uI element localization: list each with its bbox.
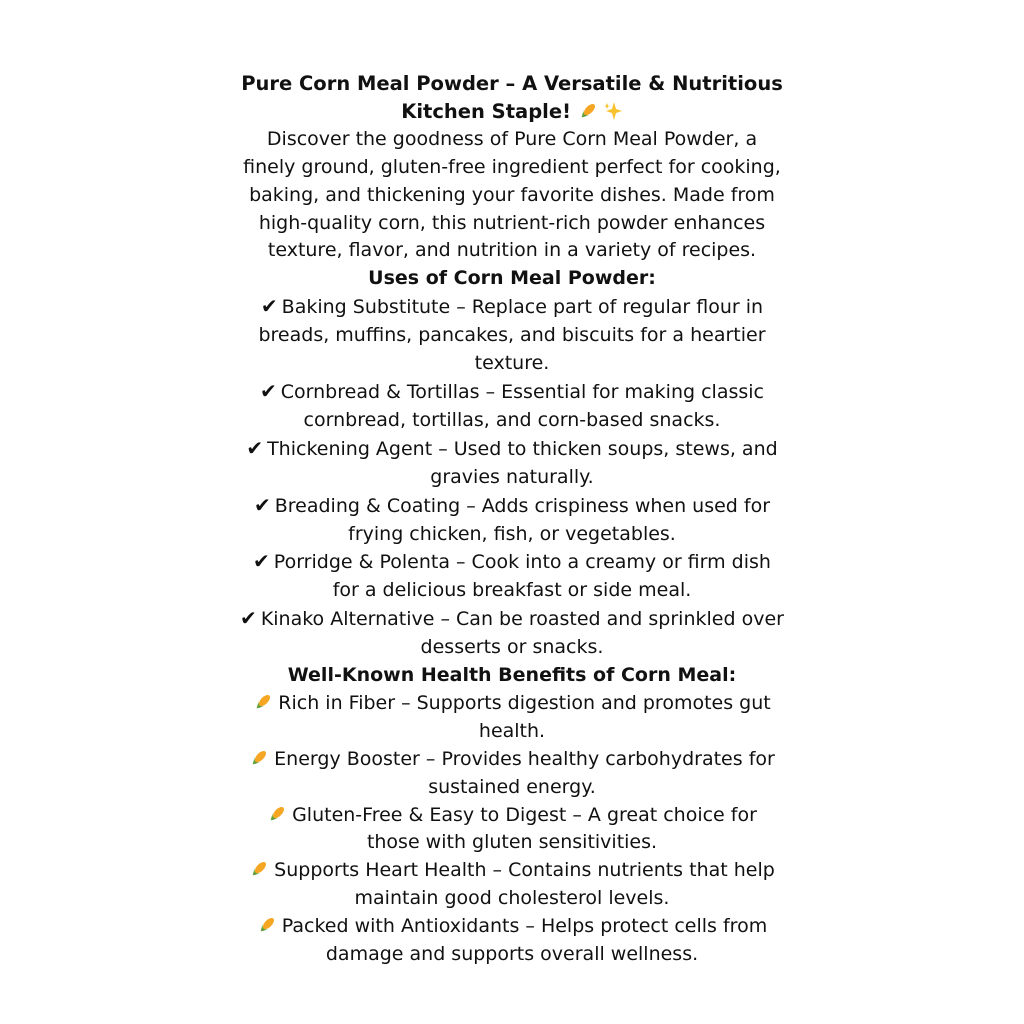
check-mark-icon: ✔ — [260, 378, 277, 403]
use-item-continuation: frying chicken, fish, or vegetables. — [348, 522, 676, 545]
title-line-2 — [212, 98, 812, 126]
benefit-item-text: Packed with Antioxidants – Helps protect cells from — [281, 915, 768, 938]
intro-line: finely ground, gluten-free ingredient perfect for cooking, — [243, 155, 781, 178]
use-item-continuation: for a delicious breakfast or side meal. — [332, 579, 692, 602]
benefit-item-continuation: maintain good cholesterol levels. — [354, 887, 670, 910]
use-item-text: Baking Substitute – Replace part of regular flour in — [281, 296, 764, 319]
intro-line: baking, and thickening your favorite dishes. Made from — [249, 183, 775, 206]
check-mark-icon: ✔ — [253, 549, 270, 574]
benefit-item-text: Gluten-Free & Easy to Digest – A great choice for — [292, 803, 757, 826]
benefit-item-continuation: those with gluten sensitivities. — [366, 831, 658, 854]
corn-icon — [578, 101, 598, 121]
benefit-item-continuation: health. — [478, 719, 546, 742]
use-item-text: Porridge & Polenta – Cook into a creamy or firm dish — [273, 551, 771, 574]
intro-line: texture, flavor, and nutrition in a variety of recipes. — [267, 239, 757, 262]
use-item-text: Breading & Coating – Adds crispiness when used for — [274, 494, 771, 517]
title-text: Kitchen Staple! — [401, 99, 571, 123]
use-item — [212, 492, 812, 521]
corn-icon — [257, 915, 277, 935]
use-item — [212, 293, 812, 322]
use-item-text: Cornbread & Tortillas – Essential for making classic — [280, 380, 764, 403]
use-item — [212, 548, 812, 577]
check-mark-icon: ✔ — [240, 606, 257, 631]
benefits-list — [212, 690, 812, 969]
use-item-text: Thickening Agent – Used to thicken soups, stews, and — [267, 437, 778, 460]
corn-icon — [249, 859, 269, 879]
check-mark-icon: ✔ — [260, 294, 278, 319]
benefits-heading: Well-Known Health Benefits of Corn Meal: — [287, 664, 737, 687]
use-item-continuation: gravies naturally. — [430, 465, 594, 488]
use-item — [212, 378, 812, 407]
benefit-item-text: Rich in Fiber – Supports digestion and promotes gut — [278, 691, 771, 714]
check-mark-icon: ✔ — [253, 492, 271, 517]
product-description — [212, 70, 812, 969]
uses-list — [212, 293, 812, 662]
use-item-continuation: texture. — [474, 352, 550, 375]
sparkles-icon — [603, 101, 623, 121]
check-mark-icon: ✔ — [246, 435, 264, 460]
intro-line: high-quality corn, this nutrient-rich powder enhances — [258, 211, 766, 234]
uses-heading: Uses of Corn Meal Powder: — [368, 267, 656, 290]
intro-line: Discover the goodness of Pure Corn Meal Powder, a — [266, 127, 758, 150]
benefit-item-text: Energy Booster – Provides healthy carbohydrates for — [274, 747, 775, 770]
benefit-item — [212, 746, 812, 774]
title-line-1: Pure Corn Meal Powder – A Versatile & Nutritious — [241, 72, 783, 95]
benefit-item-continuation: damage and supports overall wellness. — [325, 943, 699, 966]
use-item-text: Kinako Alternative – Can be roasted and sprinkled over — [260, 608, 784, 631]
use-item — [212, 435, 812, 464]
corn-icon — [253, 692, 273, 712]
benefit-item-continuation: sustained energy. — [428, 775, 596, 798]
use-item-continuation: cornbread, tortillas, and corn-based snacks. — [303, 408, 721, 431]
benefit-item-text: Supports Heart Health – Contains nutrients that help — [274, 859, 775, 882]
corn-icon — [249, 748, 269, 768]
use-item-continuation: desserts or snacks. — [420, 636, 604, 659]
benefit-item — [212, 913, 812, 941]
benefit-item — [212, 690, 812, 718]
use-item-continuation: breads, muffins, pancakes, and biscuits for a heartier — [258, 324, 766, 347]
intro-paragraph — [212, 126, 812, 266]
benefit-item — [212, 857, 812, 885]
benefit-item — [212, 802, 812, 830]
use-item — [212, 605, 812, 634]
corn-icon — [267, 804, 287, 824]
